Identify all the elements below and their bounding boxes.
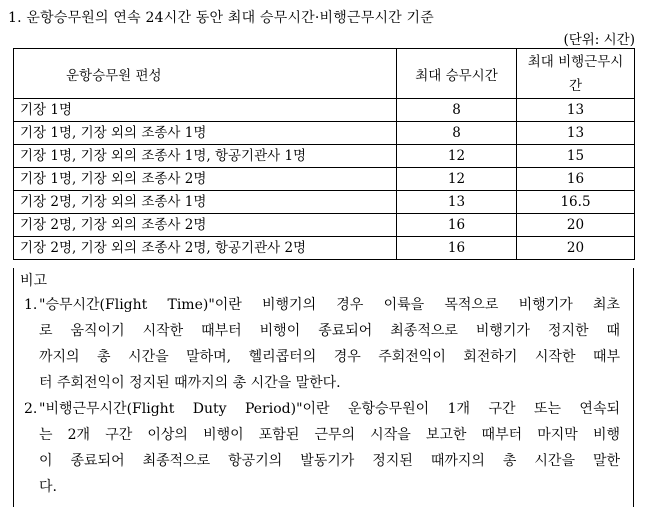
note-line: "비행근무시간(Flight Duty Period)"이란 운항승무원이 1개 구간 또는 연속되	[39, 401, 620, 417]
cell-max-flight-time: 8	[397, 122, 517, 145]
note-line: 다.	[39, 479, 57, 495]
header-max-duty-time	[517, 49, 635, 99]
cell-crew: 기장 1명, 기장 외의 조종사 1명	[14, 122, 397, 145]
cell-max-duty-time: 15	[517, 145, 635, 168]
table-row	[14, 122, 635, 145]
page-title: 1. 운항승무원의 연속 24시간 동안 최대 승무시간·비행근무시간 기준	[8, 10, 434, 26]
cell-max-flight-time: 13	[397, 191, 517, 214]
note-line: 로 움직이기 시작한 때부터 비행이 종료되어 최종적으로 비행기가 정지한 때	[39, 323, 620, 339]
table-row	[14, 168, 635, 191]
cell-crew: 기장 1명, 기장 외의 조종사 2명	[14, 168, 397, 191]
table-row	[14, 191, 635, 214]
note-line: "승무시간(Flight Time)"이란 비행기의 경우 이륙을 목적으로 비행기가 최초	[39, 297, 620, 313]
table-row	[14, 99, 635, 122]
unit-label: (단위: 시간)	[563, 32, 635, 48]
cell-max-flight-time: 16	[397, 214, 517, 237]
cell-max-duty-time: 16.5	[517, 191, 635, 214]
cell-max-duty-time: 20	[517, 237, 635, 260]
cell-crew: 기장 2명, 기장 외의 조종사 1명	[14, 191, 397, 214]
cell-crew: 기장 2명, 기장 외의 조종사 2명	[14, 214, 397, 237]
cell-crew: 기장 1명, 기장 외의 조종사 1명, 항공기관사 1명	[14, 145, 397, 168]
cell-max-flight-time: 8	[397, 99, 517, 122]
cell-crew: 기장 2명, 기장 외의 조종사 2명, 항공기관사 2명	[14, 237, 397, 260]
cell-max-duty-time: 13	[517, 122, 635, 145]
cell-max-flight-time: 12	[397, 168, 517, 191]
table-row	[14, 237, 635, 260]
remark-note-1	[24, 292, 620, 396]
header-max-flight-time: 최대 승무시간	[397, 49, 517, 99]
cell-max-duty-time: 16	[517, 168, 635, 191]
table-row	[14, 145, 635, 168]
cell-max-flight-time: 12	[397, 145, 517, 168]
header-max-duty-time-text: 최대 비행근무시간	[527, 53, 624, 94]
table-header-row	[14, 49, 635, 99]
cell-crew: 기장 1명	[14, 99, 397, 122]
crew-limits-table	[13, 48, 635, 260]
note-line: 는 2개 구간 이상의 비행이 포함된 근무의 시작을 보고한 때부터 마지막 비행	[39, 427, 620, 443]
note-line: 이 종료되어 최종적으로 항공기의 발동기가 정지된 때까지의 총 시간을 말한	[39, 453, 620, 469]
header-crew: 운항승무원 편성	[14, 49, 397, 99]
cell-max-duty-time: 20	[517, 214, 635, 237]
cell-max-flight-time: 16	[397, 237, 517, 260]
cell-max-duty-time: 13	[517, 99, 635, 122]
note-number: 2.	[24, 401, 38, 417]
remark-note-2	[24, 396, 620, 500]
note-line: 까지의 총 시간을 말하며, 헬리콥터의 경우 주회전익이 회전하기 시작한 때부	[39, 349, 620, 365]
table-row	[14, 214, 635, 237]
remarks-section	[13, 268, 634, 507]
note-line: 터 주회전익이 정지된 때까지의 총 시간을 말한다.	[39, 375, 341, 391]
remarks-label: 비고	[20, 273, 48, 289]
note-number: 1.	[24, 297, 38, 313]
